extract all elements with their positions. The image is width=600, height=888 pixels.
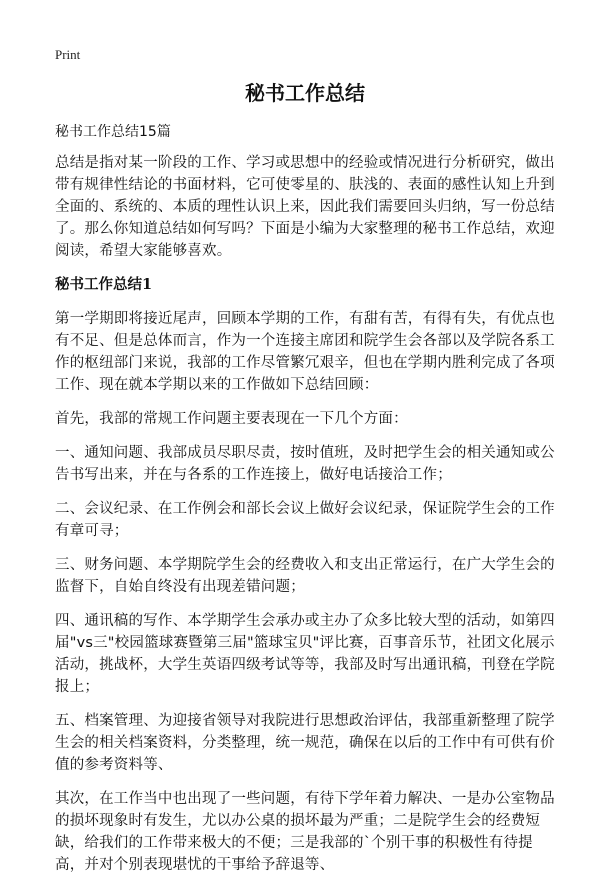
- page-title: 秘书工作总结: [245, 81, 365, 105]
- paragraph: 首先，我部的常规工作问题主要表现在一下几个方面：: [55, 411, 408, 427]
- paragraph: 五、档案管理、为迎接省领导对我院进行思想政治评估，我部重新整理了院学生会的相关档案资料，分类整理，统一规范，确保在以后的工作中有可供有价值的参考资料等、: [55, 713, 555, 773]
- section-heading: 秘书工作总结1: [55, 276, 153, 293]
- paragraph: 一、通知问题、我部成员尽职尽责，按时值班，及时把学生会的相关通知或公告书写出来，并在与各系的工作连接上，做好电话接洽工作；: [55, 445, 555, 483]
- paragraph: 三、财务问题、本学期院学生会的经费收入和支出正常运行，在广大学生会的监督下，自始自终没有出现差错问题；: [55, 557, 555, 595]
- paragraph: 二、会议纪录、在工作例会和部长会议上做好会议纪录，保证院学生会的工作有章可寻；: [55, 501, 555, 539]
- document-subtitle: 秘书工作总结15篇: [55, 124, 171, 140]
- paragraph: 第一学期即将接近尾声，回顾本学期的工作，有甜有苦，有得有失，有优点也有不足、但是总体而言，作为一个连接主席团和院学生会各部以及学院各系工作的枢纽部门来说，我部的工作尽管繁冗艰辛，但也在学期内胜利完成了各项工作、现在就本学期以来的工作做如下总结回顾：: [55, 311, 555, 393]
- paragraph: 四、通讯稿的写作、本学期学生会承办或主办了众多比较大型的活动，如第四届"vs三"校园篮球赛暨第三届"篮球宝贝"评比赛，百事音乐节，社团文化展示活动，挑战杯，大学生英语四级考试等等，我部及时写出通讯稿，刊登在学院报上；: [55, 613, 555, 695]
- paragraph: 其次，在工作当中也出现了一些问题，有待下学年着力解决、一是办公室物品的损坏现象时有发生，尤以办公桌的损坏最为严重；二是院学生会的经费短缺，给我们的工作带来极大的不便；三是我部的`个别干事的积极性有待提高，并对个别表现堪忧的干事给予辞退等、: [55, 791, 555, 873]
- print-link[interactable]: Print: [55, 47, 81, 62]
- intro-paragraph: 总结是指对某一阶段的工作、学习或思想中的经验或情况进行分析研究，做出带有规律性结论的书面材料，它可使零星的、肤浅的、表面的感性认知上升到全面的、系统的、本质的理性认识上来，因此我们需要回头归纳，写一份总结了。那么你知道总结如何写吗？下面是小编为大家整理的秘书工作总结，欢迎阅读，希望大家能够喜欢。: [55, 155, 555, 259]
- document-body: [55, 78, 555, 888]
